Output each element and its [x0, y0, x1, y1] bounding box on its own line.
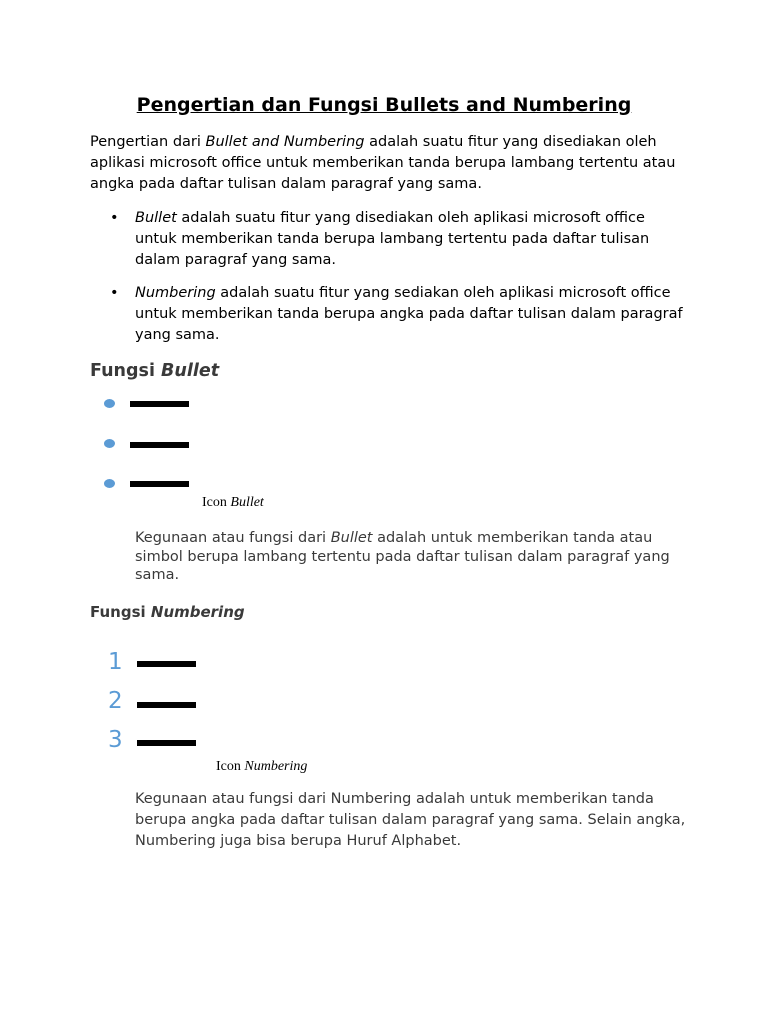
- bullet-dot-icon: [104, 479, 115, 488]
- bullet-marker: •: [110, 285, 119, 301]
- number-two-icon: 2: [108, 688, 123, 714]
- line-bar-icon: [137, 661, 196, 667]
- heading-fungsi-bullet: [90, 359, 219, 383]
- heading-prefix: Fungsi: [90, 361, 162, 381]
- para-prefix: Kegunaan atau fungsi dari: [135, 530, 331, 546]
- heading-fungsi-numbering: [90, 601, 245, 623]
- intro-prefix: Pengertian dari: [90, 134, 206, 150]
- number-three-icon: 3: [108, 727, 123, 753]
- bullet-marker: •: [110, 210, 119, 226]
- line-bar-icon: [130, 442, 189, 448]
- line-bar-icon: [130, 401, 189, 407]
- caption-emphasis: Numbering: [244, 759, 308, 774]
- numbering-icon-caption: [216, 758, 307, 776]
- para-emphasis: Bullet: [330, 530, 373, 546]
- line-bar-icon: [137, 740, 196, 746]
- heading-emphasis: Bullet: [161, 361, 220, 381]
- line-bar-icon: [130, 481, 189, 487]
- intro-paragraph: [90, 132, 690, 195]
- caption-prefix: Icon: [202, 495, 231, 510]
- bullet-dot-icon: [104, 439, 115, 448]
- page-title: Pengertian dan Fungsi Bullets and Numbering: [136, 94, 632, 116]
- heading-prefix: Fungsi: [90, 603, 151, 621]
- definition-list: [90, 208, 690, 358]
- list-item-text: adalah suatu fitur yang disediakan oleh aplikasi microsoft office untuk memberikan tanda berupa lambang tertentu pada daftar tulisan dalam paragraf yang sama.: [135, 210, 650, 268]
- intro-rest: adalah suatu fitur yang disediakan oleh aplikasi microsoft office untuk memberikan tanda berupa lambang tertentu atau angka pada daftar tulisan dalam paragraf yang sama.: [90, 134, 676, 192]
- bullet-icon-caption: [202, 494, 264, 512]
- number-one-icon: 1: [108, 649, 123, 675]
- list-item-term: Numbering: [135, 285, 216, 301]
- caption-emphasis: Bullet: [230, 495, 264, 510]
- intro-emphasis: Bullet and Numbering: [205, 134, 365, 150]
- list-item-numbering: [90, 283, 690, 346]
- list-item-bullet: [90, 208, 690, 271]
- line-bar-icon: [137, 702, 196, 708]
- list-item-text: adalah suatu fitur yang sediakan oleh aplikasi microsoft office untuk memberikan tanda berupa angka pada daftar tulisan dalam paragraf yang sama.: [135, 285, 683, 343]
- bullet-dot-icon: [104, 399, 115, 408]
- list-item-term: Bullet: [135, 210, 177, 226]
- caption-prefix: Icon: [216, 759, 245, 774]
- numbering-function-paragraph: Kegunaan atau fungsi dari Numbering adalah untuk memberikan tanda berupa angka pada daftar tulisan dalam paragraf yang sama. Selain angka, Numbering juga bisa berupa Huruf Alphabet.: [135, 791, 686, 849]
- heading-emphasis: Numbering: [150, 603, 245, 621]
- bullet-function-paragraph: [135, 529, 695, 585]
- para-rest: adalah untuk memberikan tanda atau simbol berupa lambang tertentu pada daftar tulisan dalam paragraf yang sama.: [135, 530, 670, 583]
